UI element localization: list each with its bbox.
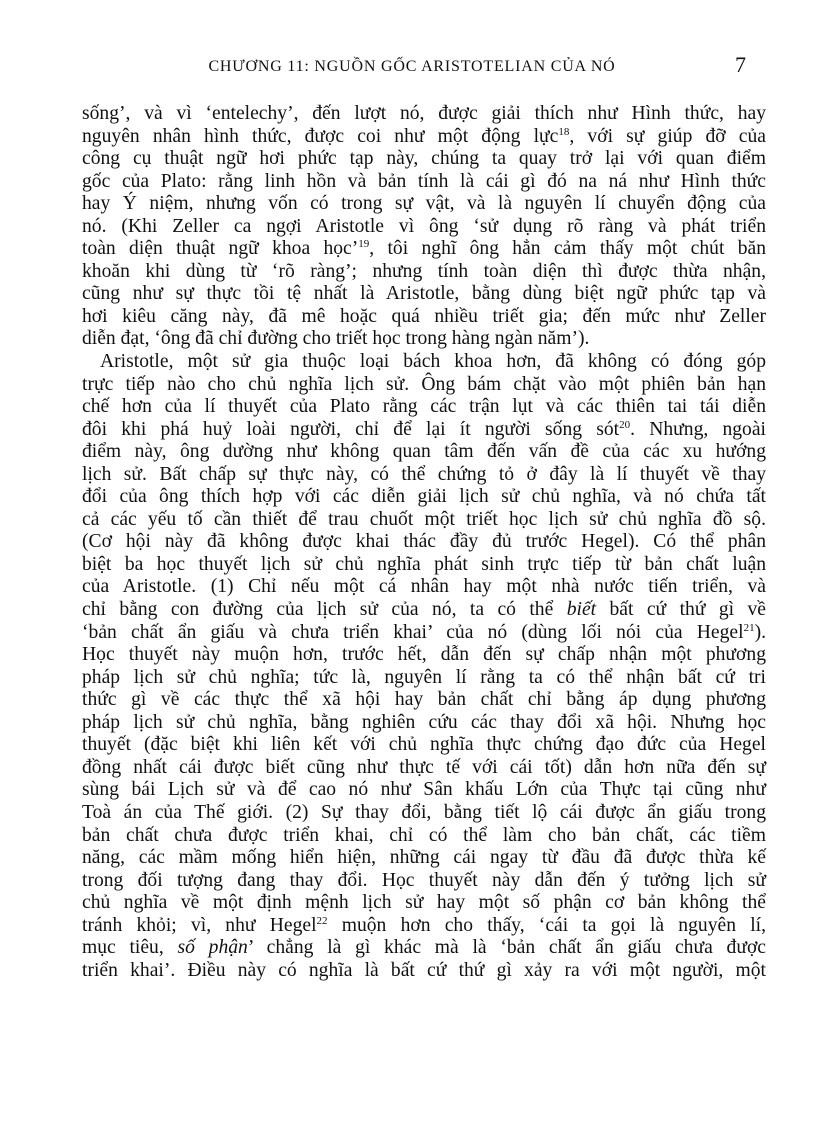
text-line: toàn diện thuật ngữ khoa học’$^{19}$, tôi nghĩ ông hẳn cảm thấy một chút băn [82, 238, 766, 260]
text-line: đồng nhất cái được biết cũng như thực tế với cái tốt) dẫn hơn nữa đến sự [82, 756, 766, 778]
text-line: pháp lịch sử chủ nghĩa; tức là, nguyên lí rằng ta có thể nhận bất cứ tri [82, 666, 766, 688]
text-line: hơi kiêu căng này, đã mê hoặc quá nhiều triết gia; đến mức như Zeller [82, 305, 766, 327]
footnote-ref: 19 [358, 238, 370, 251]
text-line: thức gì về các thực thể xã hội hay bản chất chỉ bằng áp dụng phương [82, 689, 766, 711]
text-line: hay Ý niệm, nhưng vốn có trong sự vật, và là nguyên lí chuyển động của [82, 193, 766, 215]
text-line: chỉ bằng con đường của lịch sử của nó, ta có thể biết bất cứ thứ gì về [82, 599, 766, 621]
text-line: thuyết (đặc biệt khi liên kết với chủ nghĩa thực chứng đạo đức của Hegel [82, 734, 766, 756]
text-line: nguyên nhân hình thức, được coi như một động lực$^{18}$, với sự giúp đỡ của [82, 125, 767, 147]
text-line: triển khai’. Điều này có nghĩa là bất cứ thứ gì xảy ra với một người, một [82, 959, 766, 981]
text-line: bản chất chưa được triển khai, chỉ có thể làm cho bản chất, các tiềm [82, 824, 766, 846]
footnote-ref: 18 [558, 125, 570, 138]
text-line: lịch sử. Bất chấp sự thực này, có thể chứng tỏ ở đây là lí thuyết về thay [82, 463, 766, 485]
text-line: Aristotle, một sử gia thuộc loại bách khoa hơn, đã không có đóng góp [100, 351, 766, 373]
italic-word: số phận [177, 937, 248, 959]
text-line: mục tiêu, số phận’ chẳng là gì khác mà là ‘bản chất ẩn giấu chưa được [82, 937, 767, 959]
text-line: tránh khỏi; vì, như Hegel$^{22}$ muộn hơn cho thấy, ‘cái ta gọi là nguyên lí, [82, 914, 766, 936]
page-number: 7 [735, 52, 746, 77]
text-line: (Cơ hội này đã không được khai thác đầy đủ trước Hegel). Có thể phân [82, 531, 766, 553]
text-line: đôi khi phá huỷ loài người, chỉ để lại ít người sống sót$^{20}$. Nhưng, ngoài [82, 418, 766, 440]
text-line: ‘bản chất ẩn giấu và chưa triển khai’ của nó (dùng lối nói của Hegel$^{21}$). [82, 621, 766, 643]
text-line: trong đối tượng đang thay đổi. Học thuyết này dẫn đến ý tưởng lịch sử [82, 869, 766, 891]
text-line: cũng như sự thực tồi tệ nhất là Aristotle, bằng dùng biệt ngữ phức tạp và [82, 283, 766, 305]
text-line: sống’, và vì ‘entelechy’, đến lượt nó, được giải thích như Hình thức, hay [82, 103, 766, 124]
text-line: pháp lịch sử chủ nghĩa, bằng nghiên cứu các thay đổi xã hội. Nhưng học [82, 711, 766, 733]
text-line: trực tiếp nào cho chủ nghĩa lịch sử. Ông bám chặt vào một phiên bản hạn [82, 373, 766, 395]
text-line: gốc của Plato: rằng linh hồn và bản tính là cái gì đó na ná như Hình thức [82, 170, 766, 192]
paragraph [82, 351, 766, 982]
text-line: Học thuyết này muộn hơn, trước hết, dẫn đến sự chấp nhận một phương [82, 644, 766, 666]
text-line: năng, các mầm mống hiển hiện, những cái ngay từ đầu đã được thừa kế [82, 847, 766, 869]
text-line: diễn đạt, ‘ông đã chỉ đường cho triết học trong hàng ngàn năm’). [82, 328, 590, 350]
footnote-ref: 22 [316, 914, 328, 927]
body-text [82, 103, 766, 982]
text-line: đổi của ông thích hợp với các diễn giải lịch sử chủ nghĩa, và nó chứa tất [82, 486, 766, 508]
running-title: CHƯƠNG 11: NGUỒN GỐC ARISTOTELIAN CỦA NÓ [208, 58, 616, 75]
footnote-ref: 21 [743, 621, 755, 634]
text-line: công cụ thuật ngữ hơi phức tạp này, chúng ta quay trở lại với quan điểm [82, 148, 766, 170]
text-line: Toà án của Thế giới. (2) Sự thay đổi, bằng tiết lộ cái được ẩn giấu trong [82, 801, 766, 823]
text-line: của Aristotle. (1) Chỉ nếu một cá nhân hay một nhà nước tiến triển, và [82, 576, 766, 598]
text-line: khoăn khi dùng từ ‘rõ ràng’; nhưng tính toàn diện thì được thừa nhận, [82, 260, 766, 282]
text-line: chế hơn của lí thuyết của Plato rằng các trận lụt và các thiên tai tái diễn [82, 396, 766, 418]
paragraph [82, 103, 766, 351]
text-line: điểm này, ông dường như không quan tâm đến vấn đề của các xu hướng [82, 441, 766, 463]
text-line: nó. (Khi Zeller ca ngợi Aristotle vì ông ‘sử dụng rõ ràng và phát triển [82, 215, 766, 237]
italic-word: biết [566, 599, 597, 621]
text-line: chủ nghĩa về một định mệnh lịch sử hay một số phận cơ bản không thể [82, 892, 766, 914]
footnote-ref: 20 [619, 418, 631, 431]
text-line: sùng bái Lịch sử và để cao nó như Sân khấu Lớn của Thực tại cũng như [82, 779, 766, 801]
text-line: cả các yếu tố cần thiết để trau chuốt một triết học lịch sử chủ nghĩa đồ sộ. [82, 508, 766, 530]
text-line: biệt ba học thuyết lịch sử chủ nghĩa phát sinh trực tiếp từ bản chất luận [82, 553, 766, 575]
